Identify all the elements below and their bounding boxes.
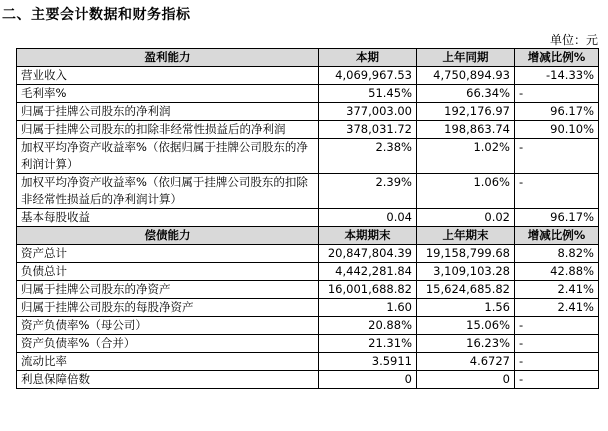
row-current: 2.39%: [319, 174, 417, 209]
header-profit: 盈利能力: [17, 49, 319, 67]
header-change: 增减比例%: [515, 49, 599, 67]
table-row: [17, 121, 599, 139]
row-previous: 3,109,103.28: [417, 263, 515, 281]
row-current: 4,069,967.53: [319, 67, 417, 85]
header-previous: 上年同期: [417, 49, 515, 67]
row-label: 资产总计: [17, 245, 319, 263]
row-previous: 4.6727: [417, 353, 515, 371]
section-title: 二、主要会计数据和财务指标: [2, 7, 191, 23]
row-change: 2.41%: [515, 281, 599, 299]
row-previous: 1.56: [417, 299, 515, 317]
row-label: 资产负债率%（母公司）: [17, 317, 319, 335]
row-current: 2.38%: [319, 139, 417, 174]
row-label: 加权平均净资产收益率%（依归属于挂牌公司股东的扣除非经常性损益后的净利润计算）: [17, 174, 319, 209]
row-change: -: [515, 139, 599, 174]
row-label: 营业收入: [17, 67, 319, 85]
row-label: 归属于挂牌公司股东的净资产: [17, 281, 319, 299]
table-row: [17, 353, 599, 371]
row-previous: 1.06%: [417, 174, 515, 209]
row-current: 51.45%: [319, 85, 417, 103]
header-change: 增减比例%: [515, 227, 599, 245]
header-current: 本期: [319, 49, 417, 67]
row-current: 16,001,688.82: [319, 281, 417, 299]
row-current: 378,031.72: [319, 121, 417, 139]
row-change: -: [515, 174, 599, 209]
table-row: [17, 67, 599, 85]
row-current: 1.60: [319, 299, 417, 317]
row-current: 0.04: [319, 209, 417, 227]
table-row: [17, 371, 599, 389]
row-current: 21.31%: [319, 335, 417, 353]
row-previous: 19,158,799.68: [417, 245, 515, 263]
table-row: [17, 103, 599, 121]
row-previous: 66.34%: [417, 85, 515, 103]
row-label: 利息保障倍数: [17, 371, 319, 389]
row-change: 2.41%: [515, 299, 599, 317]
row-label: 负债总计: [17, 263, 319, 281]
header-solvency: 偿债能力: [17, 227, 319, 245]
row-previous: 192,176.97: [417, 103, 515, 121]
row-label: 加权平均净资产收益率%（依据归属于挂牌公司股东的净利润计算）: [17, 139, 319, 174]
table-row: [17, 85, 599, 103]
row-label: 归属于挂牌公司股东的扣除非经常性损益后的净利润: [17, 121, 319, 139]
header-period-end: 本期期末: [319, 227, 417, 245]
row-change: -: [515, 317, 599, 335]
row-change: 8.82%: [515, 245, 599, 263]
row-label: 毛利率%: [17, 85, 319, 103]
row-change: 96.17%: [515, 103, 599, 121]
row-change: -: [515, 85, 599, 103]
row-label: 资产负债率%（合并）: [17, 335, 319, 353]
row-change: -: [515, 335, 599, 353]
solvency-header-row: [17, 227, 599, 245]
row-current: 0: [319, 371, 417, 389]
table-row: [17, 245, 599, 263]
row-change: -14.33%: [515, 67, 599, 85]
row-previous: 4,750,894.93: [417, 67, 515, 85]
profit-header-row: [17, 49, 599, 67]
table-row: [17, 174, 599, 209]
table-row: [17, 263, 599, 281]
table-row: [17, 281, 599, 299]
table-row: [17, 139, 599, 174]
row-current: 377,003.00: [319, 103, 417, 121]
row-previous: 16.23%: [417, 335, 515, 353]
row-change: -: [515, 353, 599, 371]
row-change: -: [515, 371, 599, 389]
financial-indicators-table: [16, 48, 599, 389]
row-change: 96.17%: [515, 209, 599, 227]
header-prior-period-end: 上年期末: [417, 227, 515, 245]
row-change: 42.88%: [515, 263, 599, 281]
row-previous: 0: [417, 371, 515, 389]
row-label: 基本每股收益: [17, 209, 319, 227]
row-previous: 0.02: [417, 209, 515, 227]
row-current: 20,847,804.39: [319, 245, 417, 263]
table-row: [17, 209, 599, 227]
row-previous: 15.06%: [417, 317, 515, 335]
table-row: [17, 335, 599, 353]
row-previous: 1.02%: [417, 139, 515, 174]
table-row: [17, 299, 599, 317]
row-current: 3.5911: [319, 353, 417, 371]
row-label: 流动比率: [17, 353, 319, 371]
row-previous: 15,624,685.82: [417, 281, 515, 299]
row-label: 归属于挂牌公司股东的每股净资产: [17, 299, 319, 317]
row-current: 4,442,281.84: [319, 263, 417, 281]
row-current: 20.88%: [319, 317, 417, 335]
unit-label: 单位：元: [549, 33, 598, 47]
row-previous: 198,863.74: [417, 121, 515, 139]
table-row: [17, 317, 599, 335]
row-change: 90.10%: [515, 121, 599, 139]
row-label: 归属于挂牌公司股东的净利润: [17, 103, 319, 121]
